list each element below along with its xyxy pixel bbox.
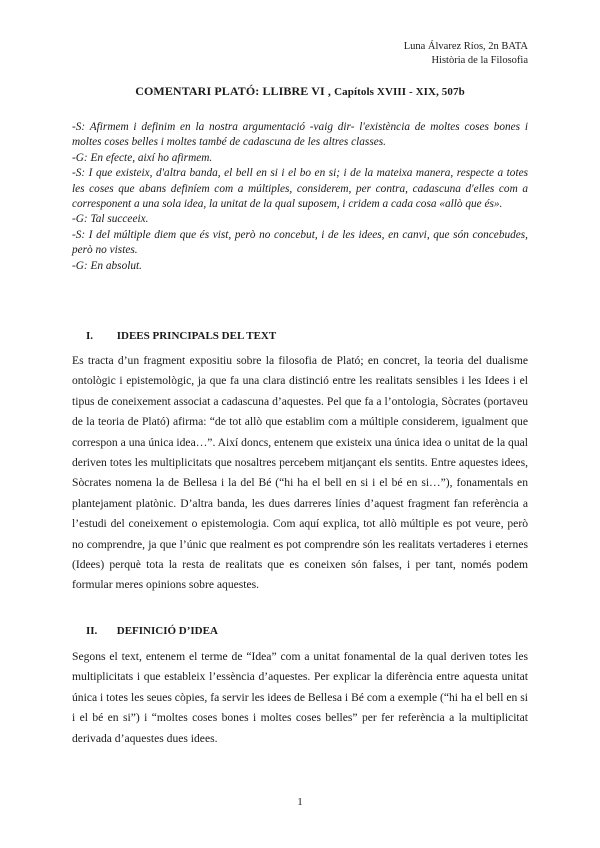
subject-line: Història de la Filosofia [431, 55, 528, 66]
quote-line: -S: Afirmem i definim en la nostra argumentació -vaig dir- l'existència de moltes coses bones i moltes coses belles i moltes també de cadascuna de les altres classes. [72, 121, 528, 149]
section-title: IDEES PRINCIPALS DEL TEXT [116, 330, 277, 342]
section-heading-ideas [72, 330, 528, 342]
quote-line: -S: I del múltiple diem que és vist, però no concebut, i de les idees, en canvi, que són concebudes, però no vistes. [72, 228, 528, 257]
quote-line: -S: I que existeix, d'altra banda, el bell en si i el bo en si; i de la mateixa manera, respecte a totes les coses que abans definíem com a múltiples, considerem, per contra, cadascuna d'elles com a corresponent a una sola idea, la unitat de la qual suposem, i cridem a cada cosa «allò que és». [72, 167, 528, 211]
page-header [404, 40, 528, 68]
section-body-ideas: Es tracta d’un fragment expositiu sobre la filosofia de Plató; en concret, la teoria del dualisme ontològic i epistemològic, ja que fa una clara distinció entre les realitats sensibles i les Idees i el tipus de coneixement associat a cadascuna d’aquestes. Pel que fa a l’ontologia, Sòcrates (portaveu de la teoria de Plató) afirma: “de tot allò que establim com a múltiple considerem, igualment que correspon a una única idea…”. Així doncs, entenem que existeix una única idea o unitat de la qual deriven totes les multiplicitats que nosaltres percebem mitjançant els sentits. Entre aquestes idees, Sòcrates nomena la de Bellesa i la del Bé (“hi ha el bell en si i el bé en si…”), fonamentals en plantejament platònic. D’altra banda, les dues darreres línies d’aquest fragment fan referència a l’estudi del coneixement o epistemologia. Com aquí explica, tot allò múltiple es pot veure, però no comprendre, ja que l’únic que realment es pot comprendre són les realitats vertaderes i eternes (Idees) perquè tota la resta de realitats que es coneixen són falses, i per tant, només podem formular meres opinions sobre aquestes. [72, 354, 528, 592]
section-heading-definition [72, 625, 528, 637]
title-chapters: Capítols XVIII - XIX, 507b [334, 86, 465, 98]
title-main: COMENTARI PLATÓ: LLIBRE VI , [135, 84, 332, 98]
author-line: Luna Álvarez Ríos, 2n BATA [403, 41, 528, 52]
document-title [72, 84, 528, 99]
dialogue-quote [72, 120, 528, 274]
quote-line: -G: En efecte, així ho afirmem. [72, 151, 213, 164]
quote-line: -G: Tal succeeix. [72, 213, 149, 226]
section-number: II. [86, 625, 98, 637]
section-body-definition: Segons el text, entenem el terme de “Idea” com a unitat fonamental de la qual deriven totes les multiplicitats i que estableix l’essència d’aquestes. Per explicar la diferència entre aquesta unitat única i totes les seues còpies, fa servir les idees de Bellesa i Bé com a exemple (“hi ha el bell en si i el bé en si”) i “moltes coses bones i moltes coses belles” per fer referència a la multiplicitat derivada d’aquestes dues idees. [72, 650, 528, 745]
section-number: I. [86, 330, 94, 342]
page-number: 1 [297, 796, 303, 808]
section-title: DEFINICIÓ D’IDEA [116, 625, 218, 637]
quote-line: -G: En absolut. [72, 259, 142, 272]
